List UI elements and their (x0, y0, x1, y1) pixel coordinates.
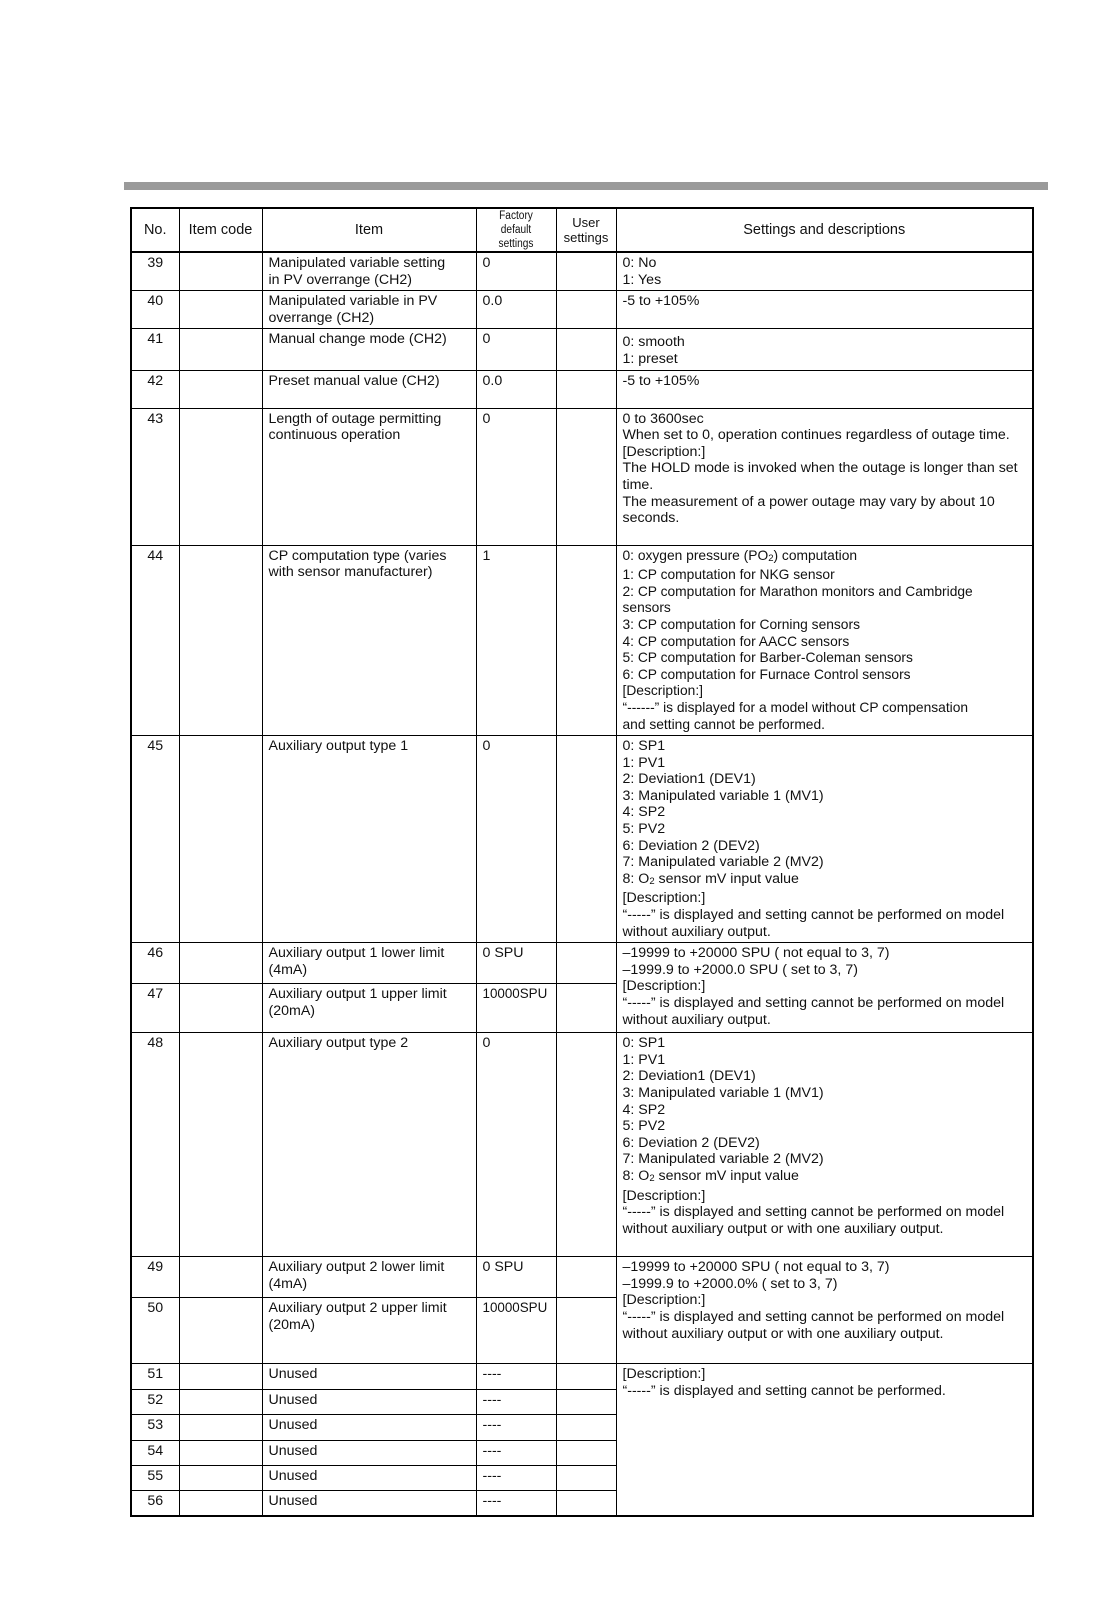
row-item-code (179, 736, 262, 943)
table-row (131, 370, 1033, 408)
table-row (131, 943, 1033, 984)
row-no: 40 (131, 291, 179, 329)
row-user-setting (556, 1257, 616, 1298)
subscript: 2 (649, 1172, 655, 1184)
desc-text: ) computation (773, 547, 858, 563)
row-no: 42 (131, 370, 179, 408)
subscript: 2 (768, 552, 774, 564)
desc-text: 0: oxygen pressure (PO (622, 547, 769, 563)
row-no: 52 (131, 1390, 179, 1415)
row-item: Unused (262, 1441, 476, 1466)
row-default: 0 (476, 736, 556, 943)
row-default: ---- (476, 1364, 556, 1390)
row-default: ---- (476, 1466, 556, 1491)
row-item: Auxiliary output 2 upper limit (20mA) (262, 1298, 476, 1364)
row-user-setting (556, 545, 616, 736)
row-description: [Description:] “-----” is displayed and setting cannot be performed. (616, 1364, 1033, 1516)
row-description: -5 to +105% (616, 291, 1033, 329)
row-item-code (179, 1441, 262, 1466)
row-user-setting (556, 291, 616, 329)
row-description (616, 736, 1033, 943)
row-item-code (179, 1257, 262, 1298)
subscript: 2 (649, 875, 655, 887)
row-no: 48 (131, 1033, 179, 1257)
row-item-code (179, 1415, 262, 1441)
row-user-setting (556, 1441, 616, 1466)
row-user-setting (556, 736, 616, 943)
header-item: Item (262, 208, 476, 252)
row-user-setting (556, 1415, 616, 1441)
row-item-code (179, 408, 262, 545)
table-row (131, 1364, 1033, 1390)
desc-text: 1: CP computation for NKG sensor 2: CP computation for Marathon monitors and Cambridge sensors 3: CP computation for Corning sensors 4: CP computation for AACC sensors 5: CP computation for Barber-Coleman sensors 6: CP computation for Furnace Control sensors [Description:] “------” is displayed for a model without CP compensation and setting cannot be performed. (622, 567, 973, 732)
row-default: 0.0 (476, 370, 556, 408)
row-item: Unused (262, 1466, 476, 1491)
row-item: Auxiliary output type 2 (262, 1033, 476, 1257)
desc-text: 0: SP1 1: PV1 2: Deviation1 (DEV1) 3: Manipulated variable 1 (MV1) 4: SP2 5: PV2 6: Deviation 2 (DEV2) 7: Manipulated variable 2 (MV2) 8: O (622, 1035, 824, 1184)
row-item-code (179, 1298, 262, 1364)
row-description (616, 1033, 1033, 1257)
row-no: 53 (131, 1415, 179, 1441)
row-default: 0 (476, 1033, 556, 1257)
row-description: -5 to +105% (616, 370, 1033, 408)
row-user-setting (556, 408, 616, 545)
row-user-setting (556, 1364, 616, 1390)
row-user-setting (556, 1390, 616, 1415)
row-user-setting (556, 1466, 616, 1491)
row-description: 0 to 3600sec When set to 0, operation continues regardless of outage time. [Description:] The HOLD mode is invoked when the outage is longer than set time. The measurement of a power outage may vary by about 10 seconds. (616, 408, 1033, 545)
desc-text: sensor mV input value [Description:] “-----” is displayed and setting cannot be performed on model without auxiliary output. (622, 870, 1005, 940)
row-no: 56 (131, 1491, 179, 1516)
row-item: Auxiliary output 1 upper limit (20mA) (262, 984, 476, 1033)
row-no: 55 (131, 1466, 179, 1491)
row-user-setting (556, 1033, 616, 1257)
row-user-setting (556, 329, 616, 370)
row-description: 0: smooth 1: preset (616, 329, 1033, 370)
table-row (131, 329, 1033, 370)
row-default: 0 SPU (476, 943, 556, 984)
row-item: Length of outage permitting continuous operation (262, 408, 476, 545)
row-default: ---- (476, 1415, 556, 1441)
row-default: ---- (476, 1390, 556, 1415)
row-item: Manipulated variable in PV overrange (CH2) (262, 291, 476, 329)
row-item: Auxiliary output 1 lower limit (4mA) (262, 943, 476, 984)
row-description: 0: No 1: Yes (616, 252, 1033, 291)
row-item-code (179, 984, 262, 1033)
row-item-code (179, 1033, 262, 1257)
row-default: 1 (476, 545, 556, 736)
row-item-code (179, 291, 262, 329)
row-default: 0.0 (476, 291, 556, 329)
row-item-code (179, 943, 262, 984)
row-no: 41 (131, 329, 179, 370)
row-description (616, 545, 1033, 736)
row-no: 54 (131, 1441, 179, 1466)
row-no: 44 (131, 545, 179, 736)
row-default: 10000SPU (476, 1298, 556, 1364)
row-no: 46 (131, 943, 179, 984)
row-default: ---- (476, 1441, 556, 1466)
row-user-setting (556, 370, 616, 408)
row-item: CP computation type (varies with sensor manufacturer) (262, 545, 476, 736)
table-row (131, 408, 1033, 545)
row-item-code (179, 1390, 262, 1415)
row-user-setting (556, 1491, 616, 1516)
row-item: Manipulated variable setting in PV overrange (CH2) (262, 252, 476, 291)
row-user-setting (556, 984, 616, 1033)
header-factory-default: Factory default settings (481, 208, 551, 252)
table-row (131, 736, 1033, 943)
header-settings: Settings and descriptions (616, 208, 1033, 252)
section-rule (124, 182, 1048, 190)
row-user-setting (556, 252, 616, 291)
row-item: Unused (262, 1491, 476, 1516)
row-item-code (179, 1364, 262, 1390)
row-item: Unused (262, 1415, 476, 1441)
desc-text: sensor mV input value [Description:] “-----” is displayed and setting cannot be performed on model without auxiliary output or with one auxiliary output. (622, 1167, 1005, 1237)
table-row (131, 1033, 1033, 1257)
row-default: 10000SPU (476, 984, 556, 1033)
row-item: Auxiliary output type 1 (262, 736, 476, 943)
row-user-setting (556, 1298, 616, 1364)
row-no: 39 (131, 252, 179, 291)
table-row (131, 1257, 1033, 1298)
header-no: No. (131, 208, 179, 252)
row-item-code (179, 329, 262, 370)
row-default: 0 (476, 408, 556, 545)
row-description: –19999 to +20000 SPU ( not equal to 3, 7) –1999.9 to +2000.0% ( set to 3, 7) [Description:] “-----” is displayed and setting cannot be performed on model without auxiliary output or with one auxiliary output. (616, 1257, 1033, 1364)
row-item-code (179, 370, 262, 408)
row-user-setting (556, 943, 616, 984)
row-item: Preset manual value (CH2) (262, 370, 476, 408)
row-default: 0 (476, 329, 556, 370)
header-item-code: Item code (179, 208, 262, 252)
header-row (131, 208, 1033, 252)
row-default: 0 SPU (476, 1257, 556, 1298)
row-description: –19999 to +20000 SPU ( not equal to 3, 7) –1999.9 to +2000.0 SPU ( set to 3, 7) [Description:] “-----” is displayed and setting cannot be performed on model without auxiliary output. (616, 943, 1033, 1033)
row-default: ---- (476, 1491, 556, 1516)
row-item-code (179, 545, 262, 736)
row-no: 43 (131, 408, 179, 545)
row-no: 45 (131, 736, 179, 943)
row-no: 50 (131, 1298, 179, 1364)
table-row (131, 545, 1033, 736)
row-item: Auxiliary output 2 lower limit (4mA) (262, 1257, 476, 1298)
header-user-settings: User settings (556, 208, 616, 252)
row-no: 51 (131, 1364, 179, 1390)
row-item-code (179, 252, 262, 291)
row-default: 0 (476, 252, 556, 291)
row-item: Manual change mode (CH2) (262, 329, 476, 370)
table-row (131, 252, 1033, 291)
desc-text: 0: SP1 1: PV1 2: Deviation1 (DEV1) 3: Manipulated variable 1 (MV1) 4: SP2 5: PV2 6: Deviation 2 (DEV2) 7: Manipulated variable 2 (MV2) 8: O (622, 738, 824, 887)
row-item-code (179, 1491, 262, 1516)
row-no: 47 (131, 984, 179, 1033)
row-no: 49 (131, 1257, 179, 1298)
parameter-table (130, 207, 1034, 1517)
table-row (131, 291, 1033, 329)
row-item: Unused (262, 1364, 476, 1390)
row-item: Unused (262, 1390, 476, 1415)
row-item-code (179, 1466, 262, 1491)
